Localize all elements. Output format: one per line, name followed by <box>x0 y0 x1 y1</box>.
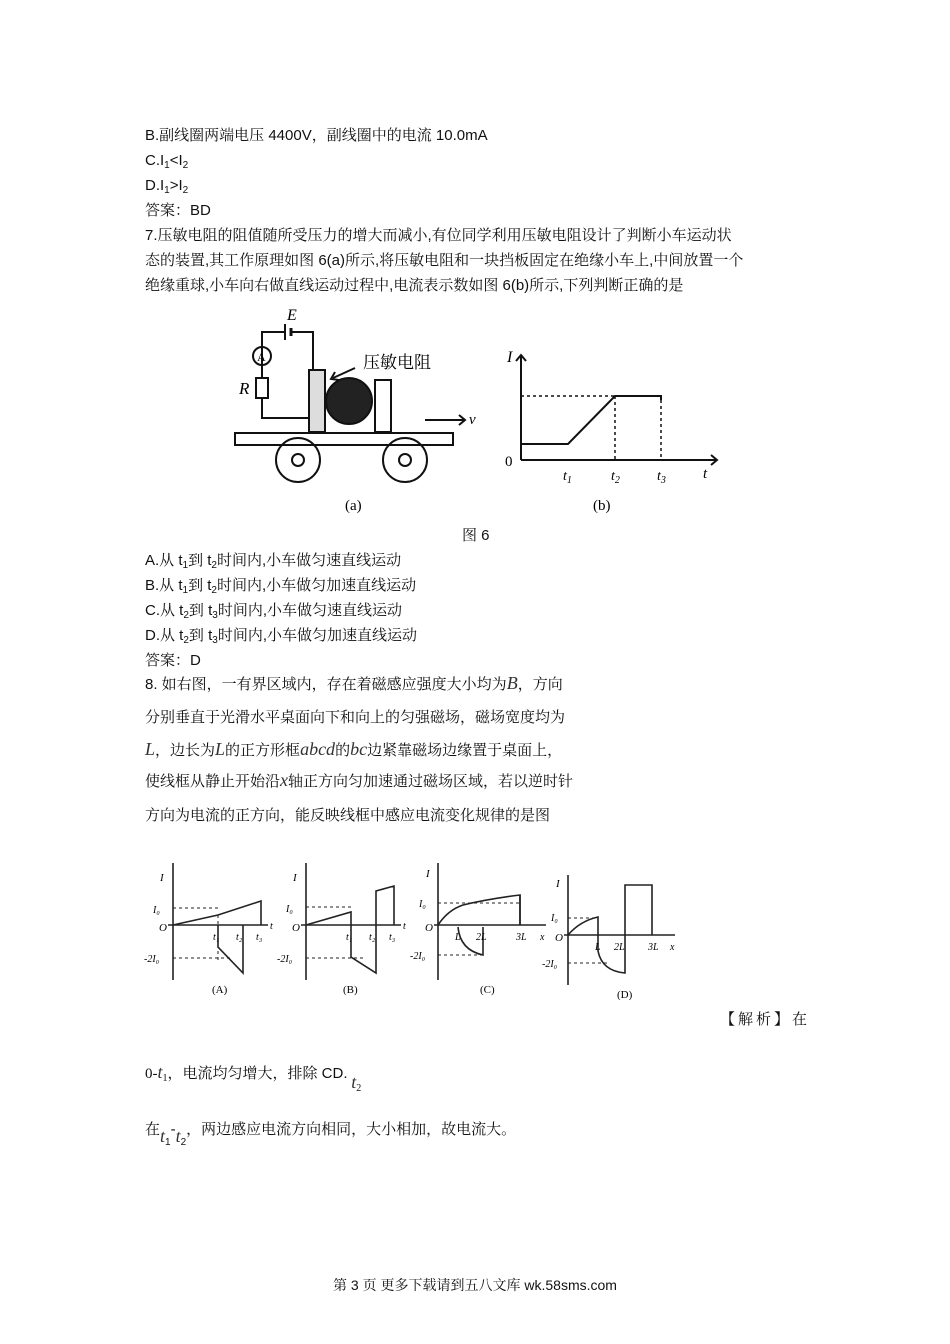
q7-text-line1: 7.压敏电阻的阻值随所受压力的增大而减小,有位同学利用压敏电阻设计了判断小车运动状 <box>145 227 732 244</box>
label-pressure-resistor: 压敏电阻 <box>363 353 431 372</box>
fig-b-origin-label: 0 <box>505 454 513 470</box>
q7-answer: 答案：D <box>145 652 201 669</box>
q6-option-d: $D.I_1>I_2$ <box>145 177 189 196</box>
figure-6-caption: 图 6 <box>462 527 490 544</box>
graph-c-caption: (C) <box>480 984 495 996</box>
baffle <box>375 380 391 432</box>
resistor-icon <box>256 378 268 398</box>
graph-b-caption: (B) <box>343 984 358 996</box>
q7-option-c: C.从 $t_2$到 $t_3$时间内,小车做匀速直线运动 <box>145 602 402 621</box>
graph-a-O-label: O <box>159 922 167 934</box>
fig-b-I-label: I <box>507 349 513 366</box>
q8-line5: 方向为电流的正方向，能反映线框中感应电流变化规律的是图 <box>145 807 551 824</box>
q7-option-b: B.从 $t_1$到 $t_2$时间内,小车做匀加速直线运动 <box>145 577 417 596</box>
graph-c <box>434 863 546 980</box>
graph-c-3L-label: 3L <box>516 932 527 943</box>
q8-graphs <box>140 855 680 1000</box>
analysis-line1: $0-t_1$，电流均匀增大，排除 CD. $t_2$ <box>145 1062 362 1094</box>
graph-c-L-label: L <box>455 932 461 943</box>
graph-a-t-label: t <box>270 921 273 932</box>
q8-line1: 8. 如右图，一有界区域内，存在着磁感应强度大小均为B，方向 <box>145 673 563 693</box>
q6-answer: 答案：BD <box>145 202 211 219</box>
graph-b-t-label: t <box>403 921 406 932</box>
graph-a-I0-label: I₀ <box>153 905 160 916</box>
pressure-resistor-block <box>309 370 325 432</box>
fig-b-t2-label: $t_2$ <box>611 469 620 486</box>
figure-6b-graph <box>516 355 717 465</box>
graph-c-neg-label: -2I₀ <box>410 951 426 962</box>
graph-b <box>301 863 401 980</box>
label-A: A <box>257 350 266 364</box>
analysis-line2: 在$t_1-t_2$，两边感应电流方向相同，大小相加，故电流大。 <box>145 1121 517 1148</box>
q7-text-line3: 绝缘重球,小车向右做直线运动过程中,电流表示数如图 6(b)所示,下列判断正确的是 <box>145 277 684 294</box>
graph-b-neg-label: -2I₀ <box>277 954 293 965</box>
ball <box>326 378 372 424</box>
graph-d-I-label: I <box>556 878 560 890</box>
graph-d-2L-label: 2L <box>614 942 625 953</box>
graph-c-I-label: I <box>426 868 430 880</box>
q8-line3: L，边长为L的正方形框abcd的bc边紧靠磁场边缘置于桌面上， <box>145 739 563 759</box>
q7-option-a: A.从 $t_1$到 $t_2$时间内,小车做匀速直线运动 <box>145 552 402 571</box>
graph-a-I-label: I <box>160 872 164 884</box>
graph-c-x-label: x <box>540 932 545 943</box>
graph-d-neg-label: -2I₀ <box>542 959 558 970</box>
figure-6 <box>225 300 735 520</box>
fig-b-t3-label: $t_3$ <box>657 469 666 486</box>
graph-b-O-label: O <box>292 922 300 934</box>
graph-d-3L-label: 3L <box>648 942 659 953</box>
graph-a-t1-label: t₁ <box>213 932 220 943</box>
analysis-tag: 【解析】在 <box>719 1011 810 1028</box>
figure-6a <box>235 324 465 482</box>
graph-b-t3-label: t₃ <box>389 932 396 943</box>
graph-d-L-label: L <box>595 942 601 953</box>
q7-option-d: D.从 $t_2$到 $t_3$时间内,小车做匀加速直线运动 <box>145 627 417 646</box>
q8-line2: 分别垂直于光滑水平桌面向下和向上的匀强磁场，磁场宽度均为 <box>145 709 566 726</box>
graph-a <box>168 863 268 980</box>
graph-a-neg-label: -2I₀ <box>144 954 160 965</box>
graph-d-I0-label: I₀ <box>551 913 558 924</box>
graph-c-2L-label: 2L <box>476 932 487 943</box>
q8-line4: 使线框从静止开始沿x轴正方向匀加速通过磁场区域，若以逆时针 <box>145 770 574 790</box>
q6-option-c: $C.I_1<I_2$ <box>145 152 189 171</box>
graph-d-caption: (D) <box>617 989 633 1000</box>
graph-d <box>564 875 675 985</box>
graph-c-O-label: O <box>425 922 433 934</box>
graph-a-t2-label: t₂ <box>236 932 243 943</box>
graph-b-t2-label: t₂ <box>369 932 376 943</box>
page-footer: 第 3 页 更多下载请到五八文库 wk.58sms.com <box>333 1277 617 1293</box>
label-E: E <box>287 307 297 324</box>
graph-b-t1-label: t₁ <box>346 932 353 943</box>
q7-text-line2: 态的装置,其工作原理如图 6(a)所示,将压敏电阻和一块挡板固定在绝缘小车上,中间放置一个 <box>145 252 744 269</box>
label-v: v <box>469 412 476 428</box>
graph-a-t3-label: t₃ <box>256 932 263 943</box>
graph-b-I0-label: I₀ <box>286 904 293 915</box>
fig-b-caption: (b) <box>593 498 611 514</box>
fig-b-t1-label: $t_1$ <box>563 469 572 486</box>
graph-c-I0-label: I₀ <box>419 899 426 910</box>
graph-b-I-label: I <box>293 872 297 884</box>
graph-d-O-label: O <box>555 932 563 944</box>
graph-a-caption: (A) <box>212 984 228 996</box>
fig-a-caption: (a) <box>345 498 362 514</box>
fig-b-t-label: t <box>703 466 708 482</box>
graph-d-x-label: x <box>670 942 675 953</box>
label-R: R <box>239 379 250 398</box>
q6-option-b: B.副线圈两端电压 4400V，副线圈中的电流 10.0mA <box>145 127 488 144</box>
